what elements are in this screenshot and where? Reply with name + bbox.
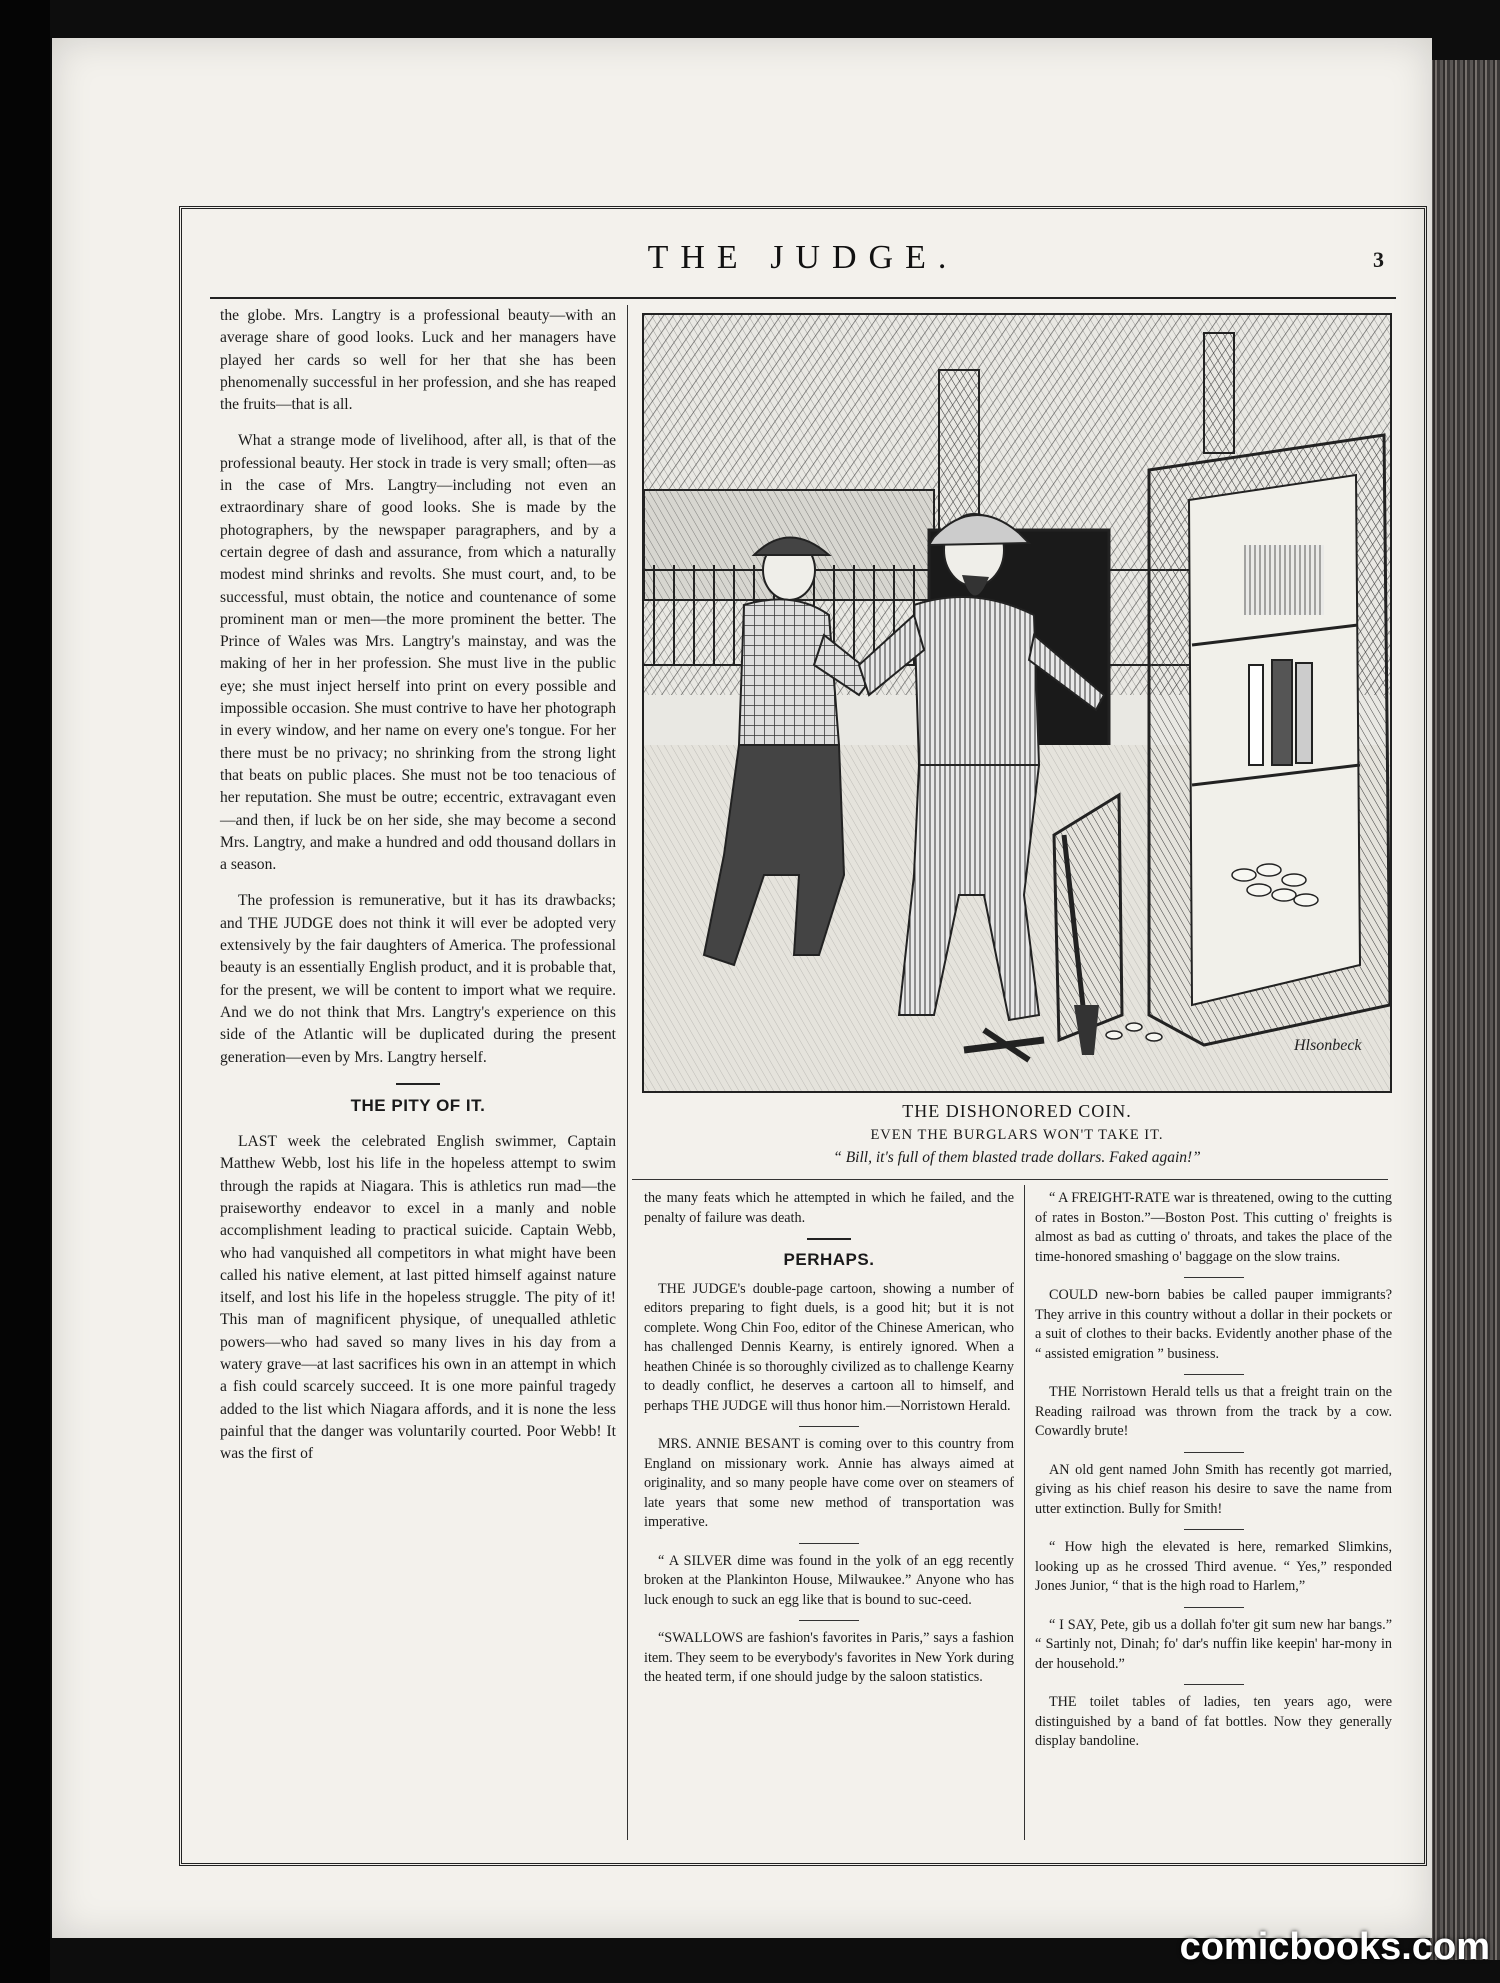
scan-left-gutter: [0, 0, 50, 1983]
site-watermark: comicbooks.com: [1179, 1926, 1490, 1968]
section-title-perhaps: PERHAPS.: [783, 1250, 875, 1269]
item-divider: [799, 1426, 859, 1427]
article-paragraph: “ A SILVER dime was found in the yolk of an egg recently broken at the Plankinton House, Milwaukee.” Anyone who has luck enough to suck an egg like that is bound to suc-ceed.: [644, 1552, 1014, 1608]
book-page-edges: [1430, 60, 1500, 1960]
article-paragraph: THE Norristown Herald tells us that a freight train on the Reading railroad was thrown from the track by a cow. Cowardly brute!: [1035, 1384, 1392, 1439]
burglars-safe-engraving: [644, 315, 1390, 1091]
article-paragraph: THE JUDGE's double-page cartoon, showing a number of editors preparing to fight duels, is a good hit; but it is not complete. Wong Chin Foo, editor of the Chinese American, who has challenged Dennis Kearny, is entirely ignored. When a heathen Chinée is so thoroughly civilized as to challenge Kearny to deadly conflict, he deserves a cartoon all to himself, and perhaps THE JUDGE will thus honor him.—Norristown Herald.: [644, 1280, 1014, 1414]
article-paragraph: “SWALLOWS are fashion's favorites in Paris,” says a fashion item. They seem to be everybody's favorites in New York during the heated term, if one should judge by the saloon statistics.: [644, 1630, 1014, 1685]
article-paragraph: “ How high the elevated is here, remarked Slimkins, looking up as he crossed Third avenue. “ Yes,” responded Jones Junior, “ that is the high road to Harlem,”: [1035, 1539, 1392, 1594]
masthead-title: THE JUDGE.: [647, 239, 959, 276]
item-divider: [1184, 1684, 1244, 1685]
newspaper-page: [52, 38, 1432, 1938]
item-divider: [1184, 1374, 1244, 1375]
header-rule: [210, 297, 1396, 299]
section-divider: [396, 1083, 440, 1085]
cartoon-caption-quote: “ Bill, it's full of them blasted trade dollars. Faked again!”: [833, 1149, 1201, 1166]
item-divider: [799, 1543, 859, 1544]
page-frame: [179, 206, 1427, 1866]
column-right: [1035, 1189, 1392, 1844]
cartoon-illustration: [642, 313, 1392, 1093]
article-paragraph: LAST week the celebrated English swimmer, Captain Matthew Webb, lost his life in the hopeless attempt to swim through the rapids at Niagara. This is athletics run mad—the praiseworthy endeavor to excel in a manly and noble accomplishment leading to practical suicide. Captain Webb, who had vanquished all competitors in what might have been called his native element, at last pitted himself against nature itself, and lost his life in the hopeless struggle. The pity of it! This man of magnificent physique, of unequalled athletic powers—who had saved so many lives in his day from a watery grave—at last sacrifices his own in an attempt in which a fish could scarcely succeed. It is one more painful tragedy added to the list which Niagara affords, and it is none the less painful that the danger was voluntarily courted. Poor Webb! It was the first of: [220, 1133, 616, 1463]
article-paragraph: the globe. Mrs. Langtry is a professional beauty—with an average share of good looks. Luck and her managers have played her cards so well for her that she has been phenomenally successful in her profession, and she has reaped the fruits—that is all.: [220, 307, 616, 414]
article-paragraph: the many feats which he attempted in which he failed, and the penalty of failure was death.: [644, 1190, 1014, 1226]
item-divider: [1184, 1452, 1244, 1453]
article-paragraph: COULD new-born babies be called pauper immigrants? They arrive in this country without a dollar in their pockets or a suit of clothes to their backs. Evidently another phase of the “ assisted emigration ” business.: [1035, 1287, 1392, 1362]
item-divider: [799, 1620, 859, 1621]
lower-section-rule: [632, 1179, 1388, 1180]
section-divider: [807, 1238, 851, 1240]
item-divider: [1184, 1277, 1244, 1278]
article-paragraph: “ A FREIGHT-RATE war is threatened, owing to the cutting of rates in Boston.”—Boston Post. This cutting o' freights is almost as bad as cutting o' throats, and takes the place of the time-honored smashing o' baggage on the slow trains.: [1035, 1190, 1392, 1265]
column-rule: [627, 305, 628, 1840]
article-paragraph: MRS. ANNIE BESANT is coming over to this country from England on missionary work. Annie has always aimed at originality, and so many people have come over on steamers of late years that some new method of transportation was imperative.: [644, 1436, 1014, 1530]
cartoon-caption-subtitle: EVEN THE BURGLARS WON'T TAKE IT.: [870, 1127, 1164, 1143]
section-title-pity: THE PITY OF IT.: [350, 1095, 486, 1115]
article-paragraph: The profession is remunerative, but it has its drawbacks; and THE JUDGE does not think it will ever be adopted very extensively by the fair daughters of America. The professional beauty is an essentially English product, and it is probable that, for the present, we will be content to import what we require. And we do not think that Mrs. Langtry's experience on this side of the Atlantic will be duplicated during the present generation—even by Mrs. Langtry herself.: [220, 892, 616, 1066]
item-divider: [1184, 1607, 1244, 1608]
item-divider: [1184, 1529, 1244, 1530]
column-middle: [644, 1189, 1014, 1844]
article-paragraph: “ I SAY, Pete, gib us a dollah fo'ter git sum new har bangs.” “ Sartinly not, Dinah; fo' dar's nuffin like keepin' har-mony in der household.”: [1035, 1616, 1392, 1672]
column-left: [220, 305, 616, 1845]
column-rule: [1024, 1185, 1025, 1840]
cartoon-caption-title: THE DISHONORED COIN.: [902, 1101, 1132, 1121]
page-number: 3: [1373, 247, 1384, 272]
article-paragraph: AN old gent named John Smith has recently got married, giving as his chief reason his desire to save the name from utter extinction. Bully for Smith!: [1035, 1461, 1392, 1517]
article-paragraph: What a strange mode of livelihood, after all, is that of the professional beauty. Her stock in trade is very small; often—as in the case of Mrs. Langtry—including not even an extraordinary share of good looks. She is made by the photographers, by the newspaper paragraphers, and by a certain degree of dash and assurance, from which a naturally modest mind shrinks and revolts. She must court, and, to be successful, must obtain, the notice and countenance of some prominent man or men—the more prominent the better. The Prince of Wales was Mrs. Langtry's mainstay, and was the making of her in her profession. She must live in the public eye; she must inject herself into print on every possible and impossible occasion. She must contrive to have her photograph in every window, and her name on every one's tongue. For her there must be no privacy; no shrinking from the strong light that beats on public places. She must not be too tenacious of her reputation. She must be outre; eccentric, extravagant even—and then, if luck be on her side, she may become a second Mrs. Langtry, and make a hundred and odd thousand dollars in a season.: [220, 432, 616, 874]
article-paragraph: THE toilet tables of ladies, ten years ago, were distinguished by a band of fat bottles. Now they generally display bandoline.: [1035, 1694, 1392, 1749]
artist-signature: Hlsonbeck: [1294, 1037, 1362, 1054]
